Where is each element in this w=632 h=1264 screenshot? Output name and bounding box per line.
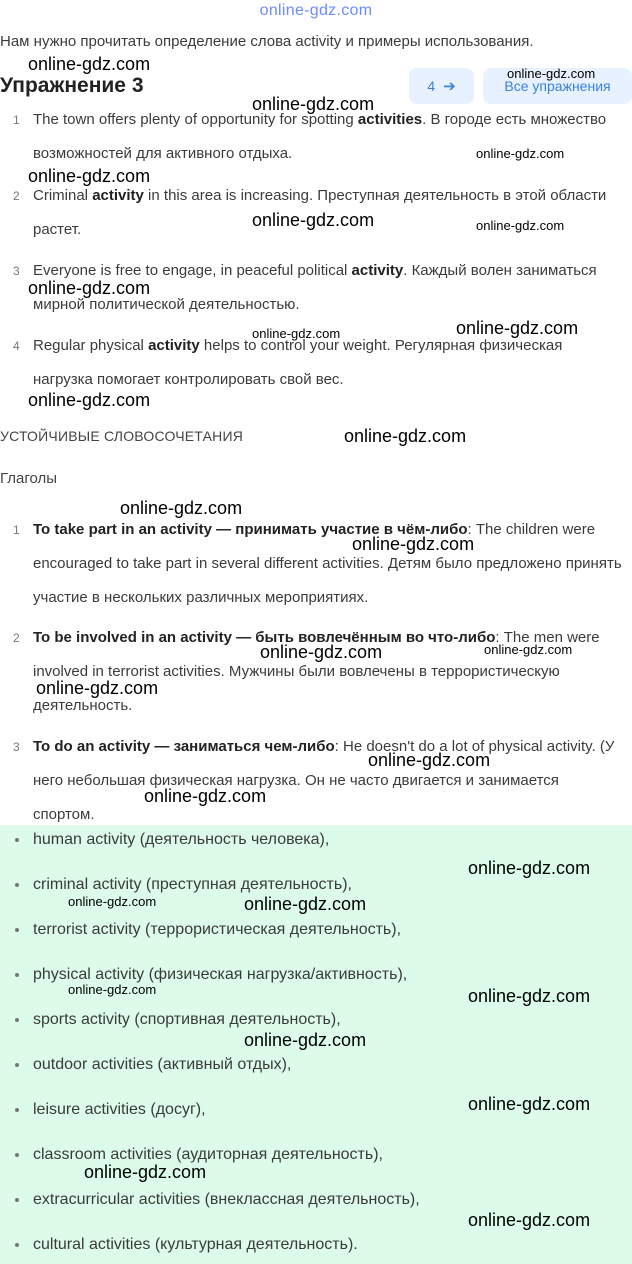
example-text: Regular physical activity helps to control your weight. Регулярная физическая нагрузка помогает контролировать свой вес. [33,337,563,388]
phrase-item [13,621,623,723]
watermark: online-gdz.com [252,94,375,114]
list-item: cultural activities (культурная деятельность). [15,1236,358,1254]
phrase-text: To take part in an activity — принимать участие в чём-либо: The children were encouraged to take part in several different activities. Детям было предложено принять участие в нескольких различных мероприятиях. [33,521,622,606]
watermark: online-gdz.com [84,1162,207,1182]
next-exercise-button[interactable] [409,68,474,104]
example-number: 4 [13,339,20,353]
watermark: online-gdz.com [28,278,151,298]
watermark: online-gdz.com [468,858,591,878]
example-number: 3 [13,264,20,278]
phrase-text: To be involved in an activity — быть вовлечённым во что-либо: The men were involved in terrorist activities. Мужчины были вовлечены в террористическую деятельность. [33,629,600,714]
watermark: online-gdz.com [468,1094,591,1114]
example-text: The town offers plenty of opportunity for spotting activities. В городе есть множество возможностей для активного отдыха. [33,111,607,162]
intro-text: Нам нужно прочитать определение слова activity и примеры использования. [0,33,534,50]
section-title: УСТОЙЧИВЫЕ СЛОВОСОЧЕТАНИЯ [0,428,244,444]
watermark: online-gdz.com [476,218,565,233]
example-text: Everyone is free to engage, in peaceful political activity. Каждый волен заниматься мирной политической деятельностью. [33,262,597,313]
list-item: classroom activities (аудиторная деятельность), [15,1146,383,1164]
phrase-item [13,730,623,832]
watermark: online-gdz.com [476,146,565,161]
list-item: outdoor activities (активный отдых), [15,1056,291,1074]
watermark: online-gdz.com [244,894,367,914]
example-text: Criminal activity in this area is increasing. Преступная деятельность в этой области растет. [33,187,607,238]
next-exercise-label: 4 [427,78,436,94]
watermark: online-gdz.com [68,894,157,909]
list-item: terrorist activity (террористическая деятельность), [15,921,401,939]
watermark: online-gdz.com [252,326,341,341]
watermark: online-gdz.com [68,982,157,997]
list-item: extracurricular activities (внеклассная деятельность), [15,1191,420,1209]
exercise-title: Упражнение 3 [0,74,144,97]
watermark: online-gdz.com [352,534,475,554]
all-exercises-label: Все упражнения [504,78,611,94]
phrase-number: 1 [13,523,20,537]
list-item: criminal activity (преступная деятельность), [15,876,352,894]
watermark: online-gdz.com [484,642,573,657]
watermark: online-gdz.com [507,66,596,81]
watermark: online-gdz.com [344,426,467,446]
list-item: sports activity (спортивная деятельность), [15,1011,341,1029]
subsection-title: Глаголы [0,470,58,487]
example-number: 2 [13,189,20,203]
site-title[interactable]: online-gdz.com [259,2,373,19]
phrase-number: 3 [13,740,20,754]
watermark: online-gdz.com [468,1210,591,1230]
watermark: online-gdz.com [28,166,151,186]
watermark: online-gdz.com [260,642,383,662]
list-item: human activity (деятельность человека), [15,831,329,849]
example-number: 1 [13,113,20,127]
phrase-item [13,513,623,615]
watermark: online-gdz.com [28,390,151,410]
watermark: online-gdz.com [120,498,243,518]
watermark: online-gdz.com [368,750,491,770]
phrase-text: To do an activity — заниматься чем-либо: He doesn't do a lot of physical activity. (У него небольшая физическая нагрузка. Он не часто двигается и занимается спортом. [33,738,615,823]
arrow-right-icon: ➔ [443,78,456,95]
watermark: online-gdz.com [456,318,579,338]
watermark: online-gdz.com [252,210,375,230]
list-item: physical activity (физическая нагрузка/активность), [15,966,407,984]
watermark: online-gdz.com [468,986,591,1006]
watermark: online-gdz.com [144,786,267,806]
list-item: leisure activities (досуг), [15,1101,206,1119]
watermark: online-gdz.com [244,1030,367,1050]
watermark: online-gdz.com [36,678,159,698]
watermark: online-gdz.com [28,54,151,74]
phrase-number: 2 [13,631,20,645]
